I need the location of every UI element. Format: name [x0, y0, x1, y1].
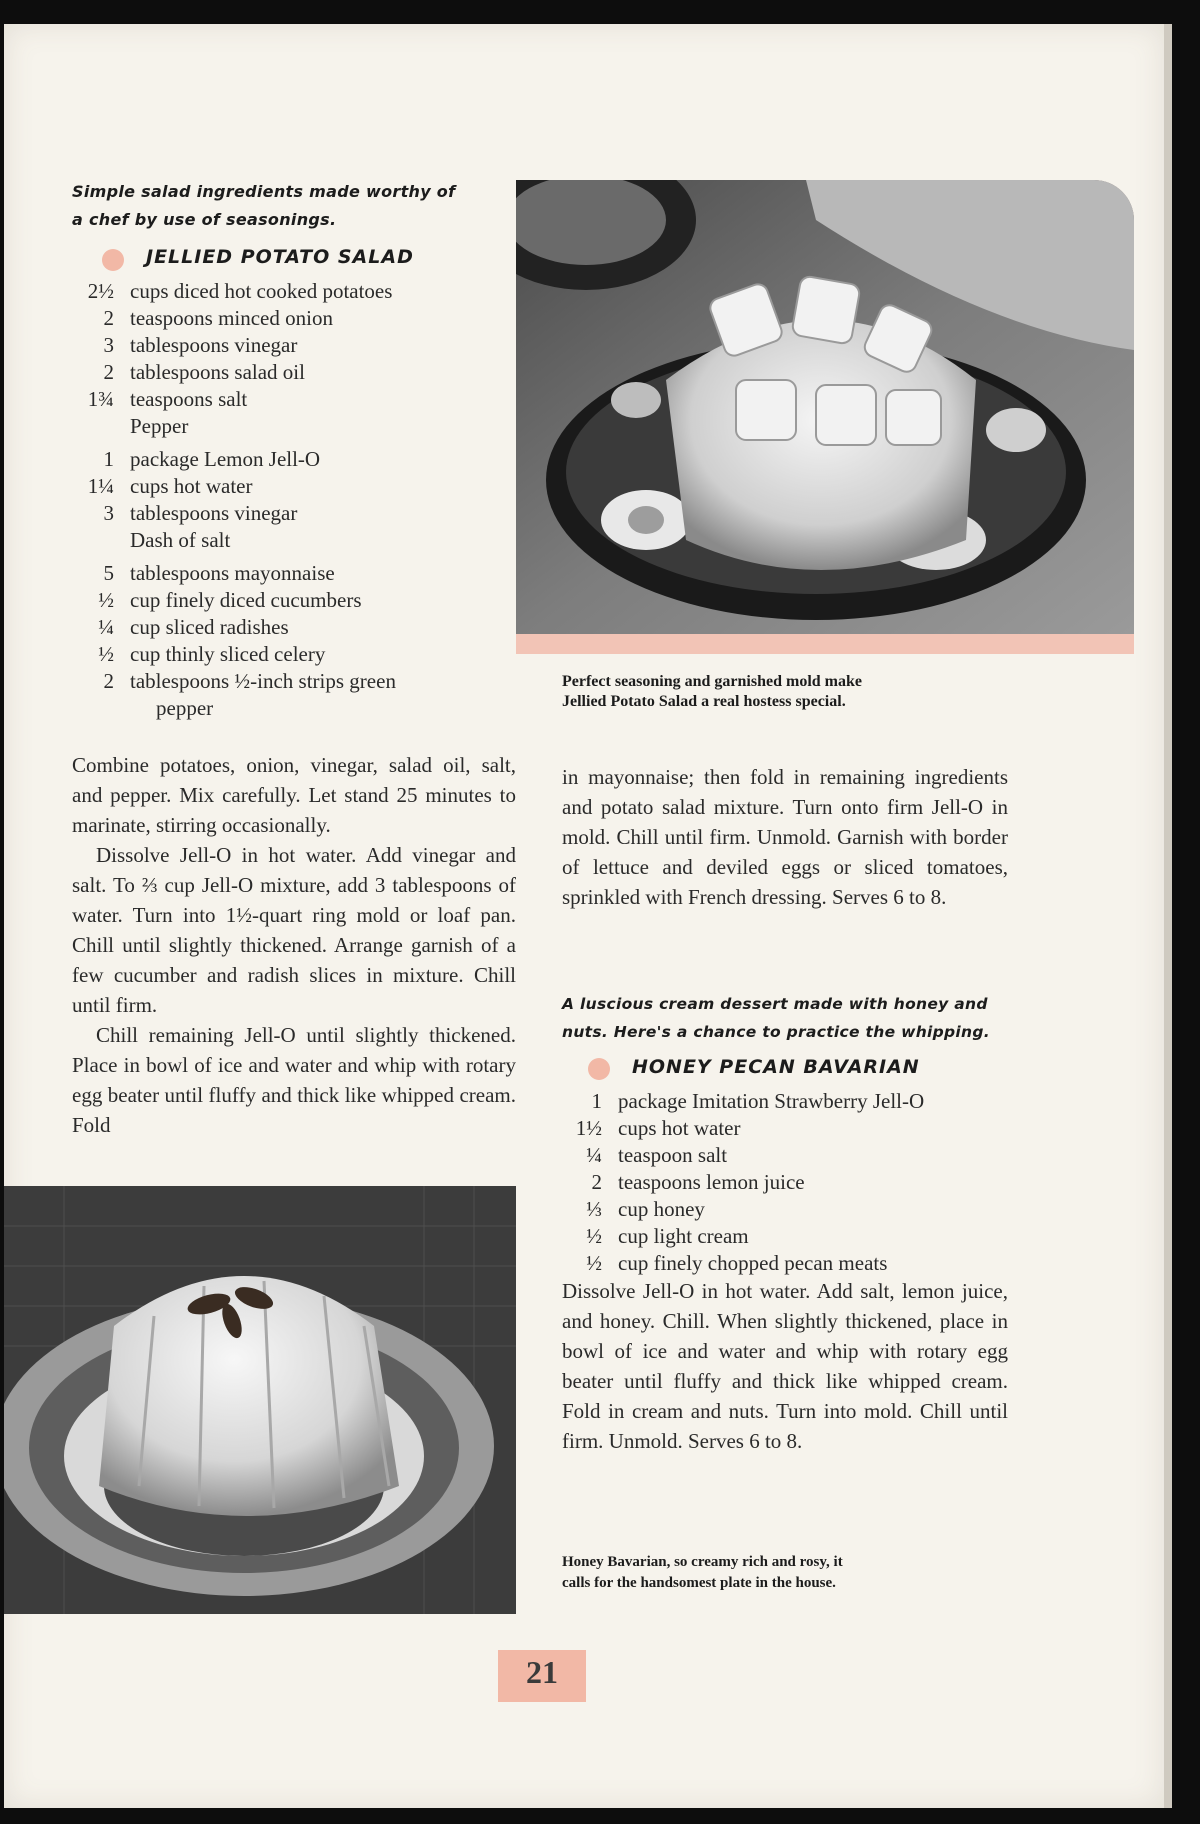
caption-line: Jellied Potato Salad a real hostess special.	[562, 693, 846, 710]
ingredient-text: cups diced hot cooked potatoes	[130, 279, 393, 303]
recipe1-direction-paragraph: Combine potatoes, onion, vinegar, salad oil, salt, and pepper. Mix carefully. Let stand 25 minutes to marinate, stirring occasionally.	[72, 753, 516, 837]
recipe1-direction-paragraph: Dissolve Jell-O in hot water. Add vinegar and salt. To ⅔ cup Jell-O mixture, add 3 tablespoons of water. Turn into 1½-quart ring mold or loaf pan. Chill until slightly thickened. Arrange garnish of a few cucumber and radish slices in mixture. Chill until firm.	[72, 843, 516, 1017]
ingredient-amount: 1¾	[87, 387, 114, 411]
ingredient-text: package Lemon Jell-O	[130, 447, 321, 471]
recipe1-directions-continued: in mayonnaise; then fold in remaining ingredients and potato salad mixture. Turn onto firm Jell-O in mold. Chill until firm. Unmold. Garnish with border of lettuce and deviled eggs or sliced tomatoes, sprinkled with French dressing. Serves 6 to 8.	[562, 765, 1008, 909]
ingredient-amount: ⅓	[586, 1197, 602, 1221]
salmon-bullet-dot	[588, 1058, 610, 1080]
ingredient-amount: 3	[103, 501, 114, 525]
recipe2-intro-line2: nuts. Here's a chance to practice the whipping.	[562, 1023, 990, 1041]
potato-salad-photo-block	[516, 180, 1134, 654]
ingredient-text: teaspoons lemon juice	[618, 1170, 805, 1194]
ingredient-amount: 1	[591, 1089, 602, 1113]
ingredient-text: teaspoons minced onion	[130, 306, 333, 330]
page-edge	[1164, 24, 1172, 1808]
ingredient-text: tablespoons ½-inch strips green	[130, 669, 396, 693]
recipe2-title: HONEY PECAN BAVARIAN	[632, 1056, 920, 1078]
caption-line: Honey Bavarian, so creamy rich and rosy, it	[562, 1554, 843, 1570]
ingredient-amount: ¼	[98, 615, 114, 639]
book-page	[4, 24, 1164, 1808]
ingredient-text: tablespoons salad oil	[130, 360, 305, 384]
ingredient-text: pepper	[156, 696, 214, 720]
ingredient-text: cup thinly sliced celery	[130, 642, 326, 666]
recipe1-title: JELLIED POTATO SALAD	[146, 246, 414, 268]
ingredient-text: cups hot water	[618, 1116, 741, 1140]
recipe2-intro-line1: A luscious cream dessert made with honey and	[562, 995, 988, 1013]
recipe1-intro	[72, 178, 502, 234]
recipe1-ingredient-list	[64, 278, 504, 748]
ingredient-text: cup light cream	[618, 1224, 749, 1248]
bavarian-photo-block	[4, 1186, 516, 1614]
honey-pecan-bavarian-photo	[4, 1186, 516, 1614]
ingredient-amount: 1½	[575, 1116, 602, 1140]
ingredient-amount: ½	[586, 1251, 602, 1275]
ingredient-amount: 2	[591, 1170, 602, 1194]
ingredient-text: tablespoons mayonnaise	[130, 561, 335, 585]
bavarian-photo-caption	[562, 1552, 1010, 1594]
ingredient-text: tablespoons vinegar	[130, 501, 298, 525]
ingredient-amount: ½	[586, 1224, 602, 1248]
recipe2-intro	[562, 990, 1022, 1046]
recipe1-direction-paragraph: Chill remaining Jell-O until slightly thickened. Place in bowl of ice and water and whip with rotary egg beater until fluffy and thick like whipped cream. Fold	[72, 1023, 516, 1137]
ingredient-amount: 2	[103, 360, 114, 384]
ingredient-amount: 5	[103, 561, 114, 585]
potato-salad-photo-caption	[562, 672, 1010, 712]
ingredient-amount: ½	[98, 588, 114, 612]
ingredient-amount: 2	[103, 306, 114, 330]
ingredient-amount: 1	[103, 447, 114, 471]
page-number: 21	[526, 1654, 558, 1690]
ingredient-text: cup sliced radishes	[130, 615, 289, 639]
caption-line: calls for the handsomest plate in the house.	[562, 1575, 836, 1591]
jellied-potato-salad-photo	[516, 180, 1134, 654]
ingredient-amount: 3	[103, 333, 114, 357]
ingredient-text: package Imitation Strawberry Jell-O	[618, 1089, 925, 1113]
ingredient-text: teaspoons salt	[130, 387, 248, 411]
ingredient-text: Pepper	[130, 414, 189, 438]
ingredient-text: Dash of salt	[130, 528, 231, 552]
salmon-bullet-dot	[102, 249, 124, 271]
ingredient-text: cup honey	[618, 1197, 705, 1221]
recipe1-intro-line1: Simple salad ingredients made worthy of	[72, 182, 456, 201]
recipe2-ingredient-list	[552, 1088, 1022, 1288]
caption-line: Perfect seasoning and garnished mold make	[562, 673, 862, 690]
ingredient-text: cups hot water	[130, 474, 253, 498]
recipe1-directions	[72, 750, 516, 1140]
ingredient-text: cup finely chopped pecan meats	[618, 1251, 888, 1275]
ingredient-amount: 2½	[87, 279, 114, 303]
recipe2-directions: Dissolve Jell-O in hot water. Add salt, lemon juice, and honey. Chill. When slightly thickened, place in bowl of ice and water and whip with rotary egg beater until fluffy and thick like whipped cream. Fold in cream and nuts. Turn into mold. Chill until firm. Unmold. Serves 6 to 8.	[562, 1279, 1008, 1453]
recipe1-intro-line2: a chef by use of seasonings.	[72, 210, 337, 229]
ingredient-text: cup finely diced cucumbers	[130, 588, 362, 612]
ingredient-text: tablespoons vinegar	[130, 333, 298, 357]
ingredient-amount: ¼	[586, 1143, 602, 1167]
ingredient-text: teaspoon salt	[618, 1143, 728, 1167]
ingredient-amount: 2	[103, 669, 114, 693]
ingredient-amount: 1¼	[87, 474, 114, 498]
ingredient-amount: ½	[98, 642, 114, 666]
